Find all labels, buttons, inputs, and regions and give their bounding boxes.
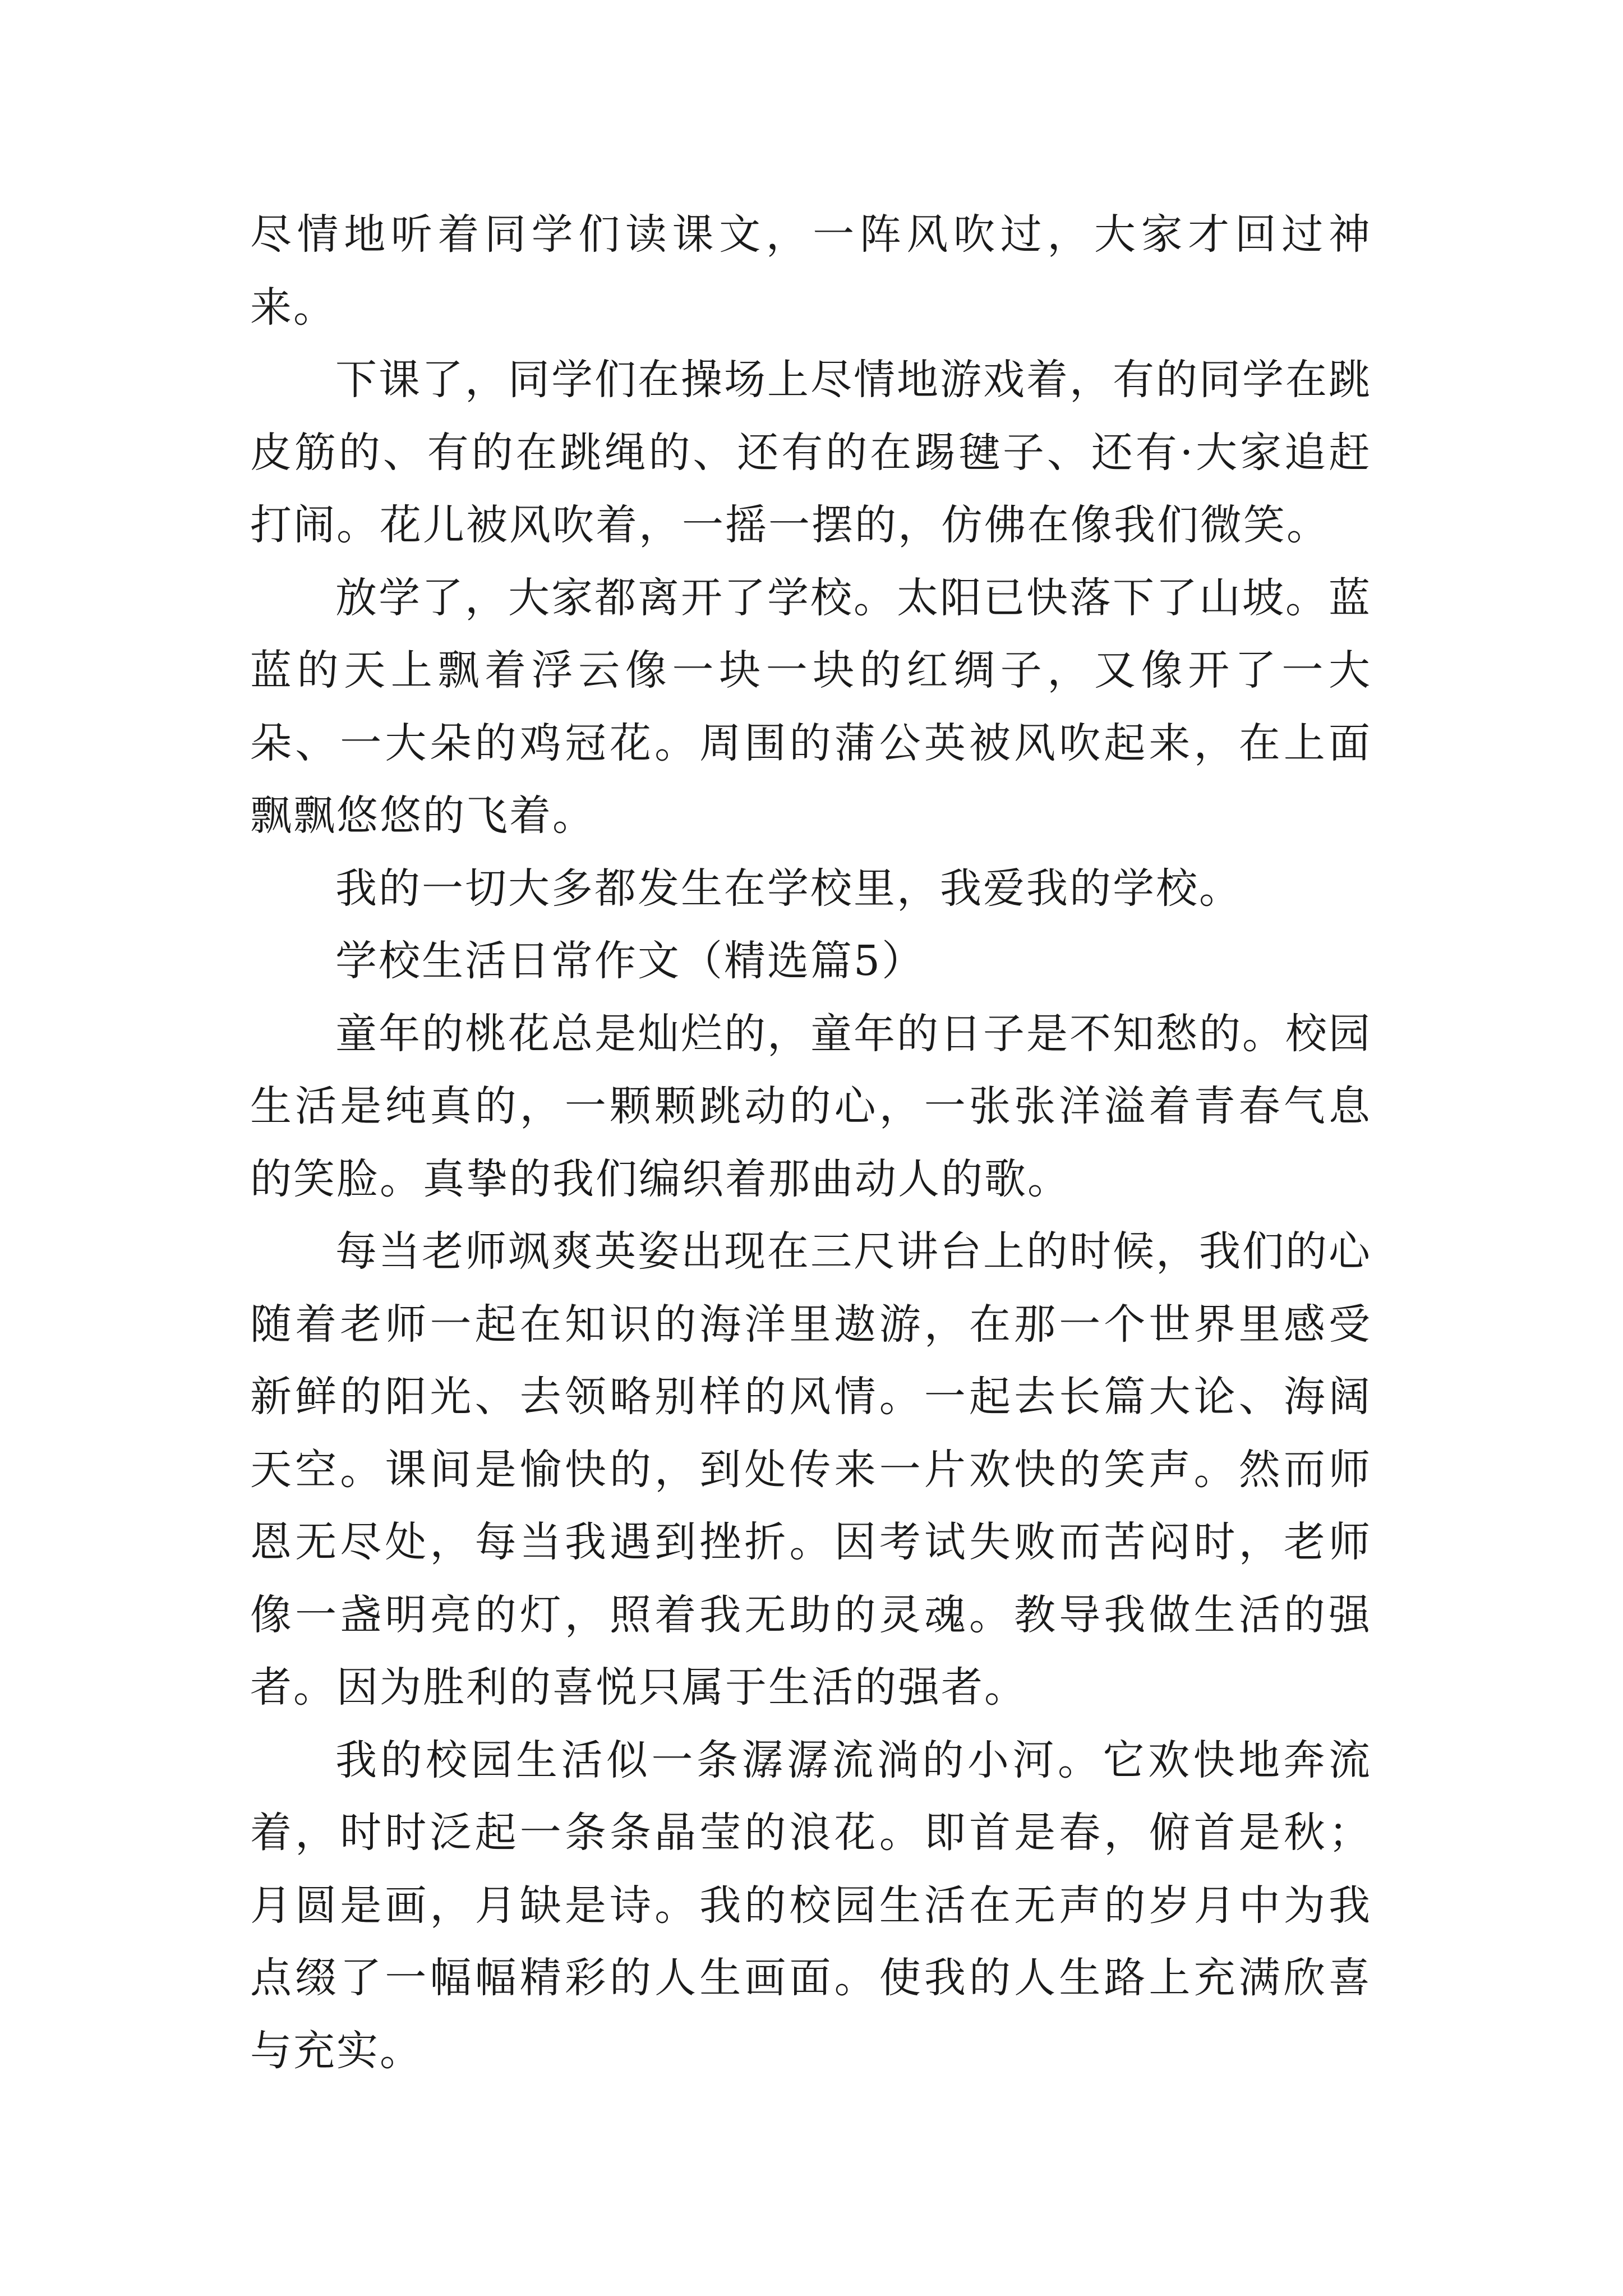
paragraph-7: 我的校园生活似一条潺潺流淌的小河。它欢快地奔流着，时时泛起一条条晶莹的浪花。即首是春，俯首是秋；月圆是画，月缺是诗。我的校园生活在无声的岁月中为我点缀了一幅幅精彩的人生画面。使我的人生路上充满欣喜与充实。 (250, 1736, 1372, 2075)
paragraph-4: 我的一切大多都发生在学校里，我爱我的学校。 (335, 864, 1242, 913)
paragraph-6: 每当老师飒爽英姿出现在三尺讲台上的时候，我们的心随着老师一起在知识的海洋里遨游，在那一个世界里感受新鲜的阳光、去领略别样的风情。一起去长篇大论、海阔天空。课间是愉快的，到处传来一片欢快的笑声。然而师恩无尽处，每当我遇到挫折。因考试失败而苦闷时，老师像一盏明亮的灯，照着我无助的灵魂。教导我做生活的强者。因为胜利的喜悦只属于生活的强者。 (250, 1227, 1372, 1711)
paragraph-3: 放学了，大家都离开了学校。太阳已快落下了山坡。蓝蓝的天上飘着浮云像一块一块的红绸子，又像开了一大朵、一大朵的鸡冠花。周围的蒲公英被风吹起来，在上面飘飘悠悠的飞着。 (250, 573, 1372, 840)
section-heading: 学校生活日常作文（精选篇5） (335, 937, 925, 985)
paragraph-5: 童年的桃花总是灿烂的，童年的日子是不知愁的。校园生活是纯真的，一颗颗跳动的心，一张张洋溢着青春气息的笑脸。真挚的我们编织着那曲动人的歌。 (250, 1009, 1372, 1203)
paragraph-1: 尽情地听着同学们读课文，一阵风吹过，大家才回过神来。 (250, 210, 1372, 332)
document-body (250, 199, 1372, 2087)
paragraph-2: 下课了，同学们在操场上尽情地游戏着，有的同学在跳皮筋的、有的在跳绳的、还有的在踢毽子、还有·大家追赶打闹。花儿被风吹着，一摇一摆的，仿佛在像我们微笑。 (250, 356, 1372, 549)
